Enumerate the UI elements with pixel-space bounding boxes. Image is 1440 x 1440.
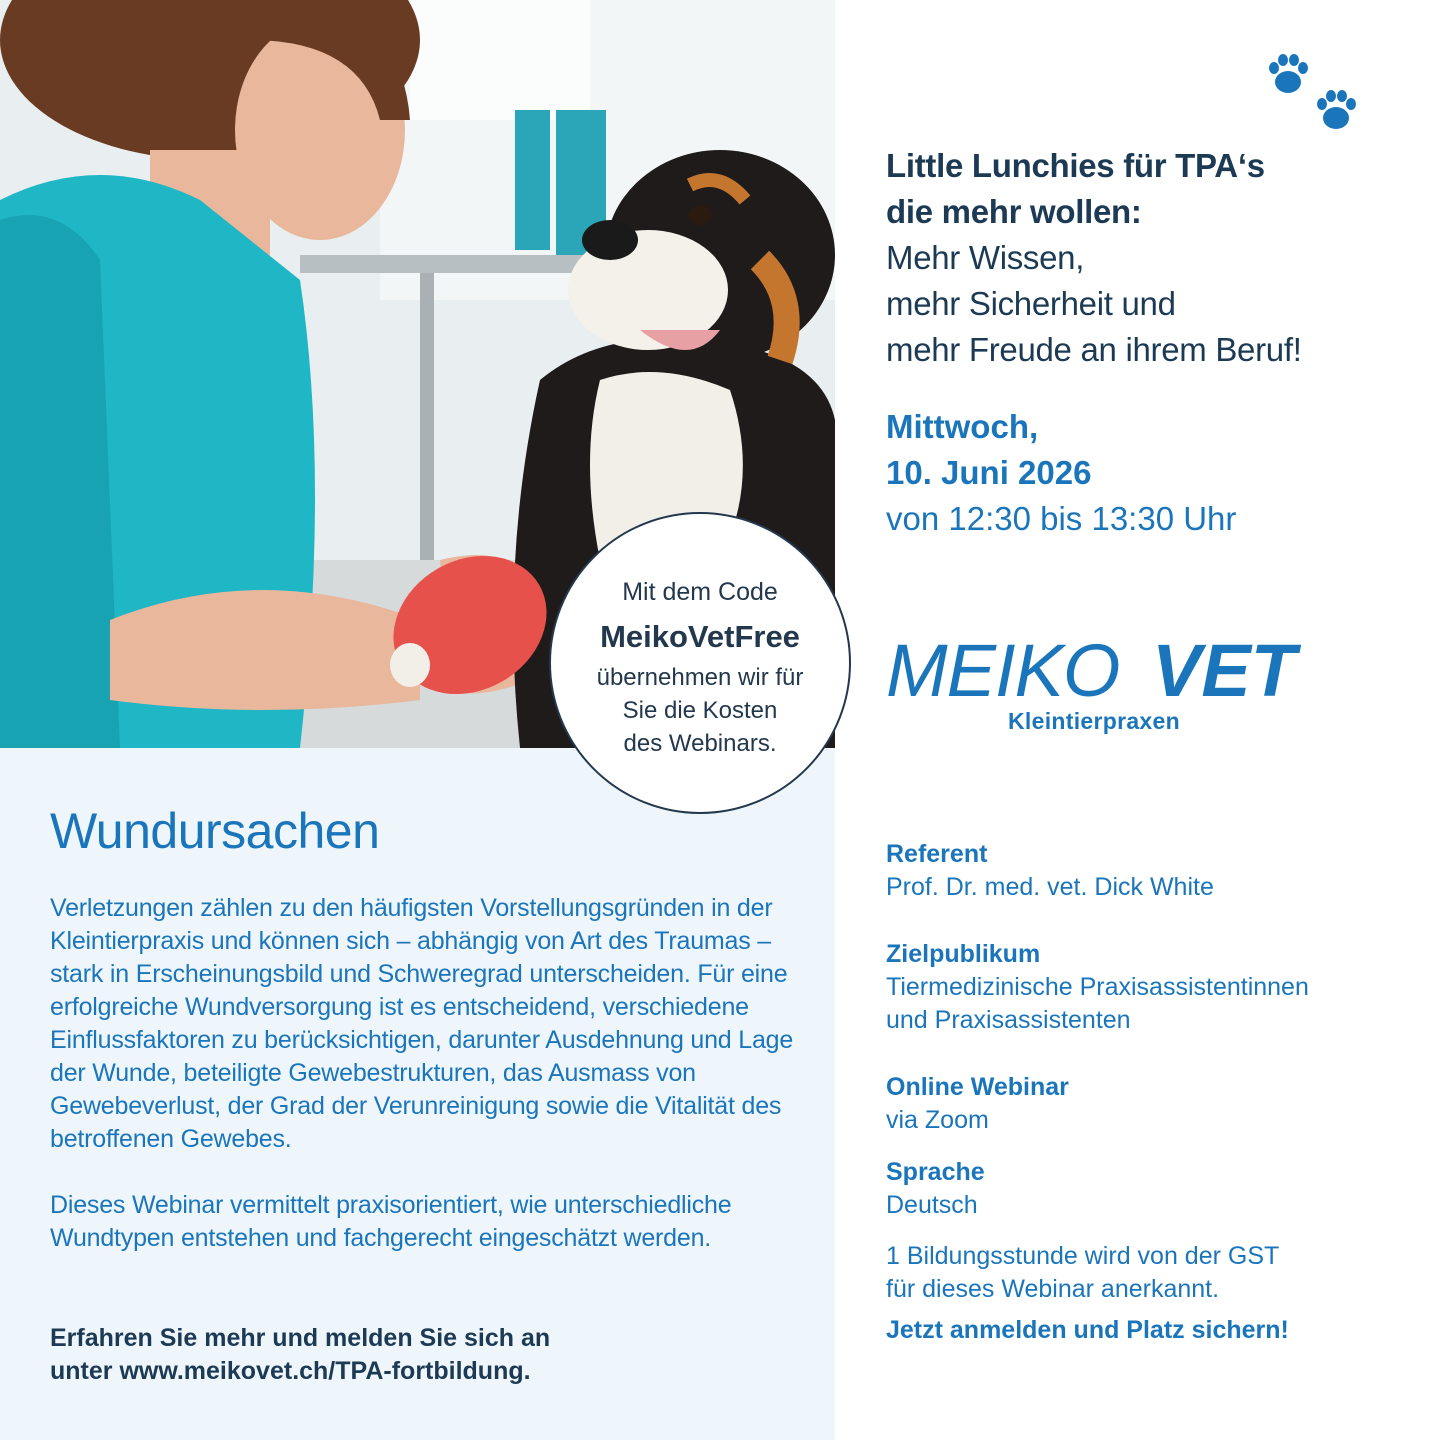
referent-block [886,838,1406,904]
paw-icon [1317,90,1356,129]
promo-code-badge [549,512,851,814]
event-weekday: Mittwoch, [886,408,1039,445]
headline-line: Little Lunchies für TPA‘s [886,147,1265,184]
referent-value: Prof. Dr. med. vet. Dick White [886,873,1214,901]
language-label: Sprache [886,1158,985,1186]
webinar-description [50,892,820,1288]
language-value: Deutsch [886,1191,978,1219]
logo-text-thin: MEIKO [886,630,1120,710]
event-time: von 12:30 bis 13:30 Uhr [886,500,1237,537]
headline-line: die mehr wollen: [886,193,1142,230]
credit-block [886,1240,1406,1306]
register-cta[interactable]: Jetzt anmelden und Platz sichern! [886,1316,1289,1344]
more-info-link[interactable]: unter www.meikovet.ch/TPA-fortbildung. [50,1357,531,1385]
description-paragraph: Dieses Webinar vermittelt praxisorientiert, wie unterschiedliche Wundtypen entstehen und fachgerecht eingeschätzt werden. [50,1191,732,1252]
promo-line: übernehmen wir für [596,664,804,691]
promo-text [551,661,849,760]
audience-label: Zielpublikum [886,940,1041,968]
paw-decoration [1262,54,1362,134]
logo-text-bold: VET [1152,630,1296,710]
more-info-cta [50,1322,550,1388]
credit-line: für dieses Webinar anerkannt. [886,1275,1220,1303]
headline-line: Mehr Wissen, [886,239,1085,276]
promo-line: des Webinars. [623,730,777,757]
event-date-value: 10. Juni 2026 [886,454,1092,491]
promo-line: Sie die Kosten [622,697,778,724]
audience-value: und Praxisassistenten [886,1006,1131,1034]
credit-line: 1 Bildungsstunde wird von der GST [886,1242,1280,1270]
format-label: Online Webinar [886,1073,1069,1101]
format-block [886,1071,1406,1137]
paw-icon [1269,54,1308,93]
headline [886,143,1302,373]
headline-line: mehr Freude an ihrem Beruf! [886,331,1302,368]
more-info-line: Erfahren Sie mehr und melden Sie sich an [50,1324,551,1352]
promo-code: MeikoVetFree [600,619,800,654]
format-value: via Zoom [886,1106,989,1134]
audience-block [886,938,1406,1037]
webinar-title: Wundursachen [50,803,380,859]
event-date [886,404,1236,542]
description-paragraph: Verletzungen zählen zu den häufigsten Vorstellungsgründen in der Kleintierpraxis und können sich – abhängig von Art des Traumas – stark in Erscheinungsbild und Schweregrad unterscheiden. Für eine erfolgreiche Wundversorgung ist es entscheidend, verschiedene Einflussfaktoren zu berücksichtigen, darunter Ausdehnung und Lage der Wunde, beteiligte Gewebestrukturen, das Ausmass von Gewebeverlust, der Grad der Verunreinigung sowie die Vitalität des betroffenen Gewebes. [50,894,794,1153]
language-block [886,1156,1406,1222]
referent-label: Referent [886,840,988,868]
audience-value: Tiermedizinische Praxisassistentinnen [886,973,1309,1001]
logo-subtitle: Kleintierpraxen [1008,708,1180,734]
headline-line: mehr Sicherheit und [886,285,1176,322]
promo-intro: Mit dem Code [622,578,778,606]
